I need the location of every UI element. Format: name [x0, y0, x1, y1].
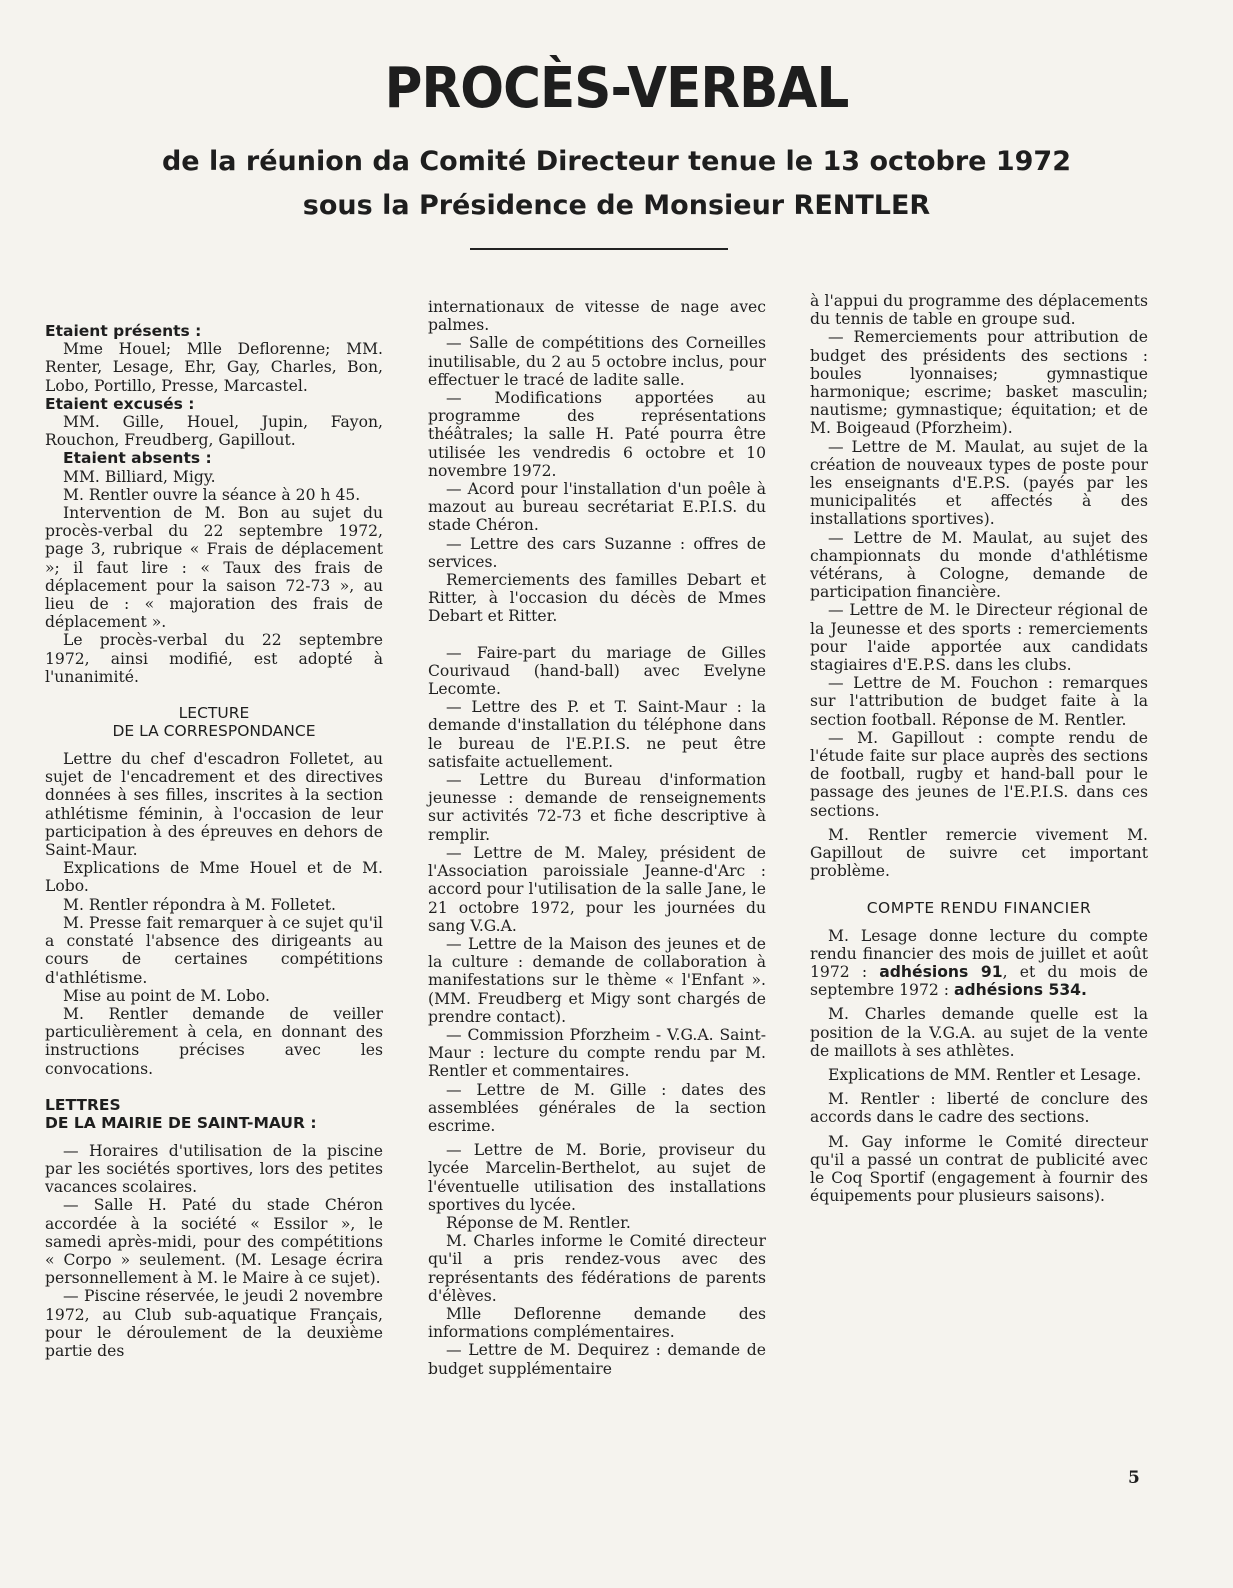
paragraph: — Lettre de M. Gille : dates des assemblées générales de la section escrime.	[428, 1080, 766, 1135]
paragraph: Le procès-verbal du 22 septembre 1972, ainsi modifié, est adopté à l'unanimité.	[45, 631, 383, 686]
paragraph: — M. Gapillout : compte rendu de l'étude faite sur place auprès des sections de football, rugby et hand-ball pour le passage des jeunes de l'E.P.I.S. dans ces sections.	[810, 728, 1148, 820]
paragraph: Explications de MM. Rentler et Lesage.	[828, 1065, 1142, 1084]
paragraph: — Lettre de M. Borie, proviseur du lycée Marcelin-Berthelot, au sujet de l'éventuelle utilisation des installations sportives du lycée.	[428, 1141, 766, 1214]
column-1	[45, 322, 383, 1360]
excuses-text: MM. Gille, Houel, Jupin, Fayon, Rouchon, Freudberg, Gapillout.	[45, 413, 383, 450]
paragraph: — Remerciements pour attribution de budget des présidents des sections : boules lyonnaises; gymnastique harmonique; escrime; basket masculin; nautisme; gymnastique; équitation; et de M. Boigeaud (Pforzheim).	[810, 328, 1148, 438]
heading-line: LECTURE	[178, 704, 250, 723]
page-subtitle	[0, 140, 1233, 228]
paragraph: M. Charles informe le Comité directeur qu'il a pris rendez-vous avec des représentants des fédérations de parents d'élèves.	[428, 1232, 766, 1305]
paragraph: — Lettre de M. Fouchon : remarques sur l'attribution de budget faite à la section football. Réponse de M. Rentler.	[810, 674, 1148, 729]
absents-label: Etaient absents :	[63, 449, 212, 468]
adhesions-count: adhésions 534.	[953, 981, 1087, 1000]
text-run: , et du mois de septembre 1972 :	[810, 962, 1149, 1000]
paragraph: Réponse de M. Rentler.	[446, 1213, 631, 1232]
paragraph: — Modifications apportées au programme des représentations théâtrales; la salle H. Paté pourra être utilisée les vendredis 6 octobre et 10 novembre 1972.	[428, 389, 766, 480]
subtitle-line-2: sous la Présidence de Monsieur RENTLER	[302, 190, 931, 221]
column-2	[428, 298, 766, 1378]
paragraph: — Commission Pforzheim - V.G.A. Saint-Maur : lecture du compte rendu par M. Rentler et commentaires.	[428, 1025, 766, 1081]
presents-label: Etaient présents :	[45, 322, 202, 340]
paragraph: — Lettre de M. Maulat, au sujet de la création de nouveaux types de poste pour les enseignants d'E.P.S. (payés par les municipalités et affectés à des installations sportives).	[810, 437, 1148, 529]
absents-text: MM. Billiard, Migy.	[63, 467, 216, 486]
adhesions-count: adhésions 91	[879, 962, 1003, 981]
heading-line: DE LA MAIRIE DE SAINT-MAUR :	[45, 1113, 317, 1132]
paragraph: M. Rentler demande de veiller particulièrement à cela, en donnant des instructions précises avec les convocations.	[45, 1004, 383, 1078]
paragraph: Intervention de M. Bon au sujet du procès-verbal du 22 septembre 1972, page 3, rubrique « Frais de déplacement »; il faut lire : « Taux des frais de déplacement pour la saison 72-73 », au lieu de : « majoration des frais de déplacement ».	[45, 504, 383, 632]
paragraph: — Lettre de la Maison des jeunes et de la culture : demande de collaboration à manifestations sur le thème « l'Enfant ». (MM. Freudberg et Migy sont chargés de prendre contact).	[428, 934, 766, 1026]
paragraph: internationaux de vitesse de nage avec palmes.	[428, 298, 766, 335]
page-title: PROCÈS-VERBAL	[384, 56, 849, 121]
paragraph: — Lettre des P. et T. Saint-Maur : la demande d'installation du téléphone dans le bureau de l'E.P.I.S. ne peut être satisfaite actuellement.	[428, 698, 766, 771]
subtitle-line-1: de la réunion da Comité Directeur tenue le 13 octobre 1972	[161, 146, 1071, 177]
paragraph: M. Rentler remercie vivement M. Gapillout de suivre cet important problème.	[810, 825, 1148, 881]
presents-text: Mme Houel; Mlle Deflorenne; MM. Renter, Lesage, Ehr, Gay, Charles, Bon, Lobo, Portillo, Presse, Marcastel.	[45, 340, 383, 395]
column-3	[810, 292, 1148, 1205]
paragraph: — Salle de compétitions des Corneilles inutilisable, du 2 au 5 octobre inclus, pour effectuer le tracé de ladite salle.	[428, 334, 766, 389]
paragraph: — Lettre de M. Maulat, au sujet des championnats du monde d'athlétisme vétérans, à Cologne, demande de participation financière.	[810, 528, 1148, 602]
paragraph: — Lettre du Bureau d'information jeunesse : demande de renseignements sur activités 72-73 et fiche descriptive à remplir.	[428, 771, 766, 844]
paragraph: — Lettre de M. le Directeur régional de la Jeunesse et des sports : remerciements pour l'aide apportée aux candidats stagiaires d'E.P.S. dans les clubs.	[810, 601, 1148, 675]
text-run: M. Lesage donne lecture du compte rendu financier des mois de juillet et août 1972 :	[810, 926, 1148, 981]
paragraph: M. Rentler : liberté de conclure des accords dans le cadre des sections.	[810, 1090, 1148, 1127]
paragraph: M. Rentler ouvre la séance à 20 h 45.	[63, 485, 361, 504]
paragraph	[810, 927, 1148, 1000]
excuses-label: Etaient excusés :	[45, 394, 195, 413]
paragraph: — Horaires d'utilisation de la piscine par les sociétés sportives, lors des petites vacances scolaires.	[45, 1141, 383, 1197]
heading-line: DE LA CORRESPONDANCE	[112, 722, 316, 741]
paragraph: M. Rentler répondra à M. Folletet.	[63, 895, 336, 914]
paragraph: M. Charles demande quelle est la position de la V.G.A. au sujet de la vente de maillots à ses athlètes.	[810, 1005, 1148, 1060]
paragraph: — Lettre des cars Suzanne : offres de services.	[428, 534, 766, 571]
paragraph: — Lettre de M. Dequirez : demande de budget supplémentaire	[428, 1341, 766, 1378]
paragraph: Remerciements des familles Debart et Ritter, à l'occasion du décès de Mmes Debart et Ritter.	[428, 571, 766, 626]
heading-line: LETTRES	[45, 1095, 121, 1114]
paragraph: — Piscine réservée, le jeudi 2 novembre 1972, au Club sub-aquatique Français, pour le déroulement de la deuxième partie des	[45, 1287, 383, 1360]
paragraph: Mlle Deflorenne demande des informations complémentaires.	[428, 1304, 766, 1342]
paragraph: M. Gay informe le Comité directeur qu'il a passé un contrat de publicité avec le Coq Sportif (engagement à fournir des équipements pour plusieurs saisons).	[810, 1132, 1148, 1206]
paragraph: — Faire-part du mariage de Gilles Courivaud (hand-ball) avec Evelyne Lecomte.	[428, 643, 766, 699]
section-heading-lecture	[45, 704, 383, 740]
section-heading-compte-rendu: COMPTE RENDU FINANCIER	[866, 898, 1092, 917]
paragraph: — Lettre de M. Maley, président de l'Association paroissiale Jeanne-d'Arc : accord pour l'utilisation de la salle Jane, le 21 octobre 1972, pour les journées du sang V.G.A.	[428, 843, 766, 935]
paragraph: M. Presse fait remarquer à ce sujet qu'il a constaté l'absence des dirigeants au cours de certaines compétitions d'athlétisme.	[45, 913, 383, 987]
title-divider	[470, 248, 728, 250]
page-number: 5	[1128, 1468, 1140, 1488]
paragraph: Explications de Mme Houel et de M. Lobo.	[45, 859, 383, 896]
section-heading-lettres	[45, 1096, 383, 1132]
paragraph: à l'appui du programme des déplacements du tennis de table en groupe sud.	[810, 292, 1148, 329]
paragraph: Lettre du chef d'escadron Folletet, au sujet de l'encadrement et des directives données à ses filles, inscrites à la section athlétisme féminin, à l'occasion de leur participation à des épreuves en dehors de Saint-Maur.	[45, 750, 383, 860]
paragraph: — Acord pour l'installation d'un poêle à mazout au bureau secrétariat E.P.I.S. du stade Chéron.	[428, 480, 766, 535]
paragraph: Mise au point de M. Lobo.	[63, 986, 270, 1005]
paragraph: — Salle H. Paté du stade Chéron accordée à la société « Essilor », le samedi après-midi, pour des compétitions « Corpo » seulement. (M. Lesage écrira personnellement à M. le Maire à ce sujet).	[45, 1196, 383, 1288]
